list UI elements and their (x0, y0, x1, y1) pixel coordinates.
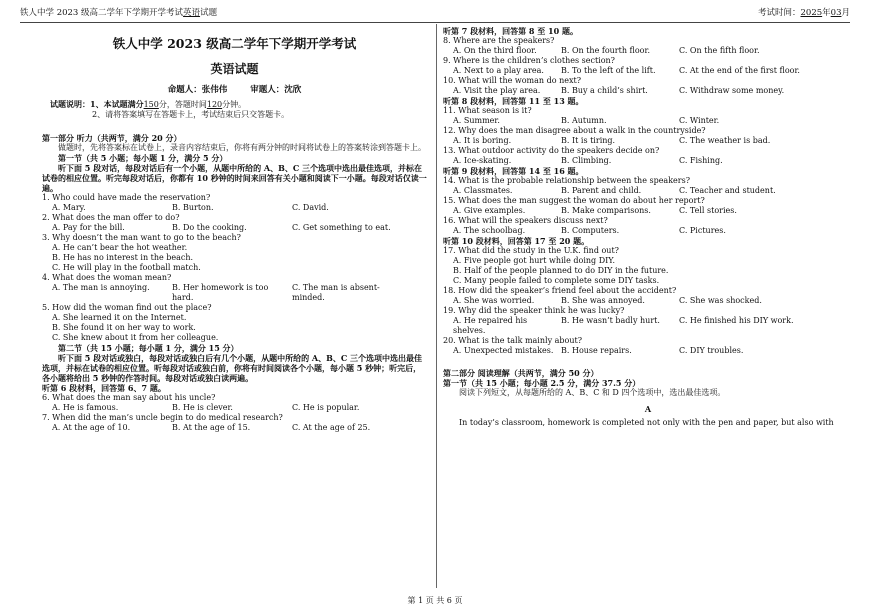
option-b: B. Parent and child. (561, 186, 642, 195)
option-c: C. She knew about it from her colleague. (52, 333, 219, 343)
options (42, 403, 427, 413)
part2-heading: 第二部分 阅读理解（共两节，满分 50 分） (443, 368, 599, 378)
q11-text: 11. What season is it? (443, 106, 532, 115)
q17-options (443, 256, 853, 286)
note-1b: 分，答题时间 (158, 100, 207, 110)
q12-text: 12. Why does the man disagree about a walk in the countryside? (443, 126, 706, 135)
right-column (443, 26, 853, 428)
option-b: B. Buy a child’s shirt. (561, 86, 648, 95)
q19-text: 19. Why did the speaker think he was lucky? (443, 306, 625, 315)
q8-options (443, 46, 853, 56)
question-text: 7. When did the man’s uncle begin to do medical research? (42, 413, 283, 423)
option-c: C. Tell stories. (679, 206, 737, 215)
option-b: B. Climbing. (561, 156, 612, 165)
part1-heading: 第一部分 听力（共两节，满分 20 分） (42, 133, 182, 144)
option-a: A. Mary. (52, 203, 86, 213)
option-c: C. He is popular. (292, 403, 360, 413)
option-b: B. She was annoyed. (561, 296, 645, 305)
q17-text: 17. What did the study in the U.K. find out? (443, 246, 619, 255)
option-b: B. Half of the people planned to do DIY in the future. (453, 266, 669, 275)
options (42, 203, 427, 213)
q19-options (443, 316, 853, 336)
column-divider (436, 24, 437, 588)
q13-text: 13. What outdoor activity do the speakers decide on? (443, 146, 660, 155)
question-text: 2. What does the man offer to do? (42, 213, 180, 223)
header-school: 铁人中学 2023 级高二学年下学期开学考试 (20, 8, 184, 18)
part2-sec1-heading: 第一节（共 15 小题；每小题 2.5 分，满分 37.5 分） (443, 378, 641, 388)
note-score: 150 (143, 100, 159, 110)
note-line-2: 2、请将答案填写在答题卡上，考试结束后只交答题卡。 (92, 110, 290, 120)
q16-options (443, 226, 853, 236)
material-9-heading: 听第 9 段材料，回答第 14 至 16 题。 (443, 166, 584, 176)
part2-sec1-instructions: 阅读下列短文，从每题所给的 A、B、C 和 D 四个选项中，选出最佳选项。 (459, 388, 726, 397)
q18-options (443, 296, 853, 306)
q12-options (443, 136, 853, 146)
option-b: B. Make comparisons. (561, 206, 651, 215)
option-c: C. On the fifth floor. (679, 46, 760, 55)
option-c: C. At the age of 25. (292, 423, 371, 433)
q20-text: 20. What is the talk mainly about? (443, 336, 583, 345)
page-footer: 第 1 页 共 6 页 (407, 596, 463, 605)
option-b: B. Burton. (172, 203, 214, 213)
q7 (42, 413, 427, 433)
option-c: C. DIY troubles. (679, 346, 744, 355)
exam-subtitle: 英语试题 (210, 61, 259, 76)
option-c: C. He will play in the football match. (52, 263, 201, 273)
q2 (42, 213, 427, 233)
q10-options (443, 86, 853, 96)
q20-options (443, 346, 853, 356)
q13-options (443, 156, 853, 166)
option-b: B. Computers. (561, 226, 620, 235)
option-c: C. Many people failed to complete some DIY tasks. (453, 276, 660, 285)
options (42, 223, 427, 233)
material-10-heading: 听第 10 段材料，回答第 17 至 20 题。 (443, 236, 590, 246)
option-a: A. Give examples. (453, 206, 526, 215)
option-b: B. He has no interest in the beach. (52, 253, 194, 263)
option-c: C. Withdraw some money. (679, 86, 785, 95)
sec2-instructions: 听下面 5 段对话或独白，每段对话或独白后有几个小题，从题中所给的 A、B、C 三个选项中选出最佳选项，并标在试卷的相应位置。听每段对话或独白前，你将有时间阅读各个小题，每小题 5 秒钟；听完后，各小题将给出 5 秒钟的作答时间。每段对话或独白读两遍。 (42, 353, 423, 384)
note-time: 120 (206, 100, 223, 110)
option-c: C. The weather is bad. (679, 136, 771, 145)
passage-a-text: In today’s classroom, homework is completed not only with the pen and paper, but also with (459, 418, 834, 427)
q10-text: 10. What will the woman do next? (443, 76, 581, 85)
option-b: B. Her homework is too hard. (172, 283, 269, 303)
option-c: C. David. (292, 203, 329, 213)
page-header (20, 6, 850, 23)
q14-options (443, 186, 853, 196)
q14-text: 14. What is the probable relationship between the speakers? (443, 176, 690, 185)
passage-a-label: A (644, 404, 652, 414)
options (42, 283, 427, 303)
question-text: 6. What does the man say about his uncle? (42, 393, 216, 403)
option-a: A. Five people got hurt while doing DIY. (453, 256, 616, 265)
option-c: C. Fishing. (679, 156, 723, 165)
options (42, 423, 427, 433)
header-month: 03 (830, 8, 842, 18)
option-a: A. Next to a play area. (453, 66, 544, 75)
header-suffix: 试题 (200, 8, 218, 18)
option-b: B. He wasn’t badly hurt. (561, 316, 660, 325)
option-c: C. Winter. (679, 116, 720, 125)
option-b: B. Autumn. (561, 116, 607, 125)
option-a: A. He is famous. (52, 403, 119, 413)
option-a: A. Pay for the bill. (52, 223, 125, 233)
option-c: C. Teacher and student. (679, 186, 776, 195)
option-a: A. She was worried. (453, 296, 535, 305)
option-a: A. Classmates. (453, 186, 513, 195)
question-text: 1. Who could have made the reservation? (42, 193, 211, 203)
q6 (42, 393, 427, 413)
option-b: B. It is tiring. (561, 136, 616, 145)
q9-options (443, 66, 853, 76)
note-1a: 试题说明：1、本试题满分 (50, 99, 144, 110)
authors (42, 85, 427, 96)
question-text: 5. How did the woman find out the place? (42, 303, 212, 313)
option-a: A. On the third floor. (453, 46, 537, 55)
q9-text: 9. Where is the children’s clothes section? (443, 56, 615, 65)
option-b: B. He is clever. (172, 403, 233, 413)
left-column (42, 26, 427, 433)
q11-options (443, 116, 853, 126)
option-a: A. Unexpected mistakes. (453, 346, 554, 355)
option-b: B. At the age of 15. (172, 423, 251, 433)
question-text: 3. Why doesn’t the man want to go to the beach? (42, 233, 241, 243)
q15-text: 15. What does the man suggest the woman do about her report? (443, 196, 705, 205)
exam-notes (42, 99, 427, 120)
option-a: A. Visit the play area. (453, 86, 541, 95)
options (42, 243, 427, 273)
option-c: C. At the end of the first floor. (679, 66, 800, 75)
option-a: A. He can’t bear the hot weather. (52, 243, 188, 253)
option-b: B. Do the cooking. (172, 223, 247, 233)
option-b: B. On the fourth floor. (561, 46, 650, 55)
option-b: B. She found it on her way to work. (52, 323, 196, 333)
reviewer: 审题人：沈欣 (250, 84, 302, 95)
material-6-heading: 听第 6 段材料，回答第 6、7 题。 (42, 383, 166, 394)
option-c: C. The man is absent-minded. (292, 283, 380, 303)
option-b: B. To the left of the lift. (561, 66, 656, 75)
header-exam-date (758, 8, 850, 19)
q1 (42, 193, 427, 213)
option-c: C. Get something to eat. (292, 223, 391, 233)
q5 (42, 303, 427, 343)
option-c: C. He finished his DIY work. (679, 316, 794, 325)
header-month-suffix: 月 (841, 8, 850, 18)
option-a: A. The man is annoying. (52, 283, 150, 293)
note-1c: 分钟。 (222, 100, 247, 110)
q8-text: 8. Where are the speakers? (443, 36, 555, 45)
header-subject: 英语 (183, 8, 201, 18)
option-a: A. The schoolbag. (453, 226, 526, 235)
q3 (42, 233, 427, 273)
header-date-label: 考试时间： (757, 8, 801, 18)
material-7-heading: 听第 7 段材料，回答第 8 至 10 题。 (443, 26, 578, 36)
q4 (42, 273, 427, 303)
options (42, 313, 427, 343)
sec1-instructions: 听下面 5 段对话，每段对话后有一个小题，从题中所给的 A、B、C 三个选项中选出最佳选项，并标在试卷的相应位置。听完每段对话后，你都有 10 秒钟的时间来回答有关小题和阅读下一小题。每段对话仅读一遍。 (42, 163, 427, 194)
option-b: B. House repairs. (561, 346, 632, 355)
header-exam-title (20, 8, 217, 19)
material-8-heading: 听第 8 段材料，回答第 11 至 13 题。 (443, 96, 584, 106)
option-a: A. It is boring. (453, 136, 512, 145)
setter: 命题人：张伟伟 (167, 84, 228, 95)
option-a: A. He repaired his shelves. (453, 316, 528, 335)
q18-text: 18. How did the speaker’s friend feel about the accident? (443, 286, 677, 295)
part1-intro: 做题时，先将答案标在试卷上，录音内容结束后，你将有两分钟的时间将试卷上的答案转涂到答题卡上。 (58, 143, 426, 153)
question-text: 4. What does the woman mean? (42, 273, 172, 283)
q16-text: 16. What will the speakers discuss next? (443, 216, 608, 225)
option-a: A. Ice-skating. (453, 156, 512, 165)
header-year: 2025 (800, 8, 823, 18)
sec1-heading: 第一节（共 5 小题；每小题 1 分，满分 5 分） (58, 153, 228, 164)
header-year-suffix: 年 (822, 8, 831, 18)
q15-options (443, 206, 853, 216)
option-a: A. She learned it on the Internet. (52, 313, 187, 323)
option-c: C. Pictures. (679, 226, 726, 235)
note-line-1 (50, 99, 427, 110)
sec2-heading: 第二节（共 15 小题；每小题 1 分，满分 15 分） (58, 343, 239, 354)
option-c: C. She was shocked. (679, 296, 762, 305)
option-a: A. At the age of 10. (52, 423, 131, 433)
exam-title: 铁人中学 2023 级高二学年下学期开学考试 (112, 36, 357, 51)
option-a: A. Summer. (453, 116, 500, 125)
